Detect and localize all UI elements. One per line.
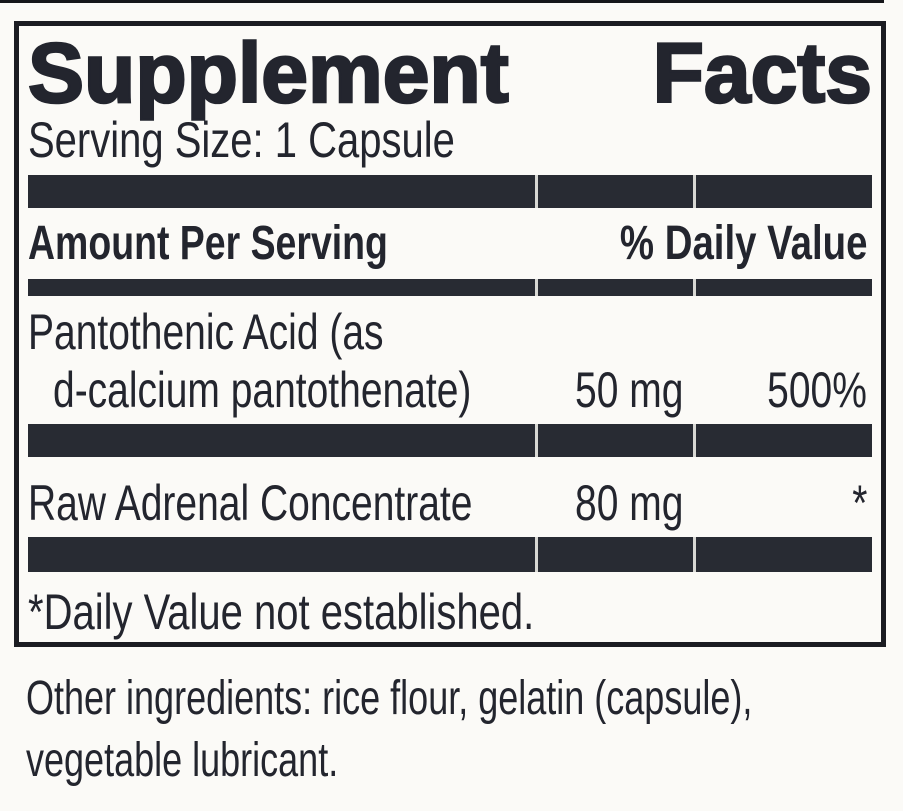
panel-title xyxy=(28,26,872,120)
ingredient-amount: 50 mg xyxy=(575,362,684,418)
header-percent-daily-value: % Daily Value xyxy=(619,217,867,270)
header-amount-per-serving: Amount Per Serving xyxy=(28,217,388,270)
ingredient-row-raw-adrenal-concentrate xyxy=(28,457,872,537)
ingredient-name-line: Raw Adrenal Concentrate xyxy=(28,475,473,531)
divider-bar xyxy=(28,424,872,457)
other-ingredients-line: Other ingredients: rice flour, gelatin (capsule), xyxy=(26,672,753,725)
table-header-row xyxy=(28,208,872,279)
ingredient-name-line: Pantothenic Acid (as xyxy=(28,304,384,360)
scan-edge-strip xyxy=(0,0,884,3)
divider-bar xyxy=(28,175,872,208)
divider-bar xyxy=(28,537,872,572)
supplement-facts-panel xyxy=(14,21,886,647)
other-ingredients-text xyxy=(26,668,903,792)
ingredient-row-pantothenic-acid xyxy=(28,296,872,424)
ingredient-amount: 80 mg xyxy=(575,475,684,531)
ingredient-daily-value: * xyxy=(851,475,867,531)
serving-size-line: Serving Size: 1 Capsule xyxy=(28,112,455,168)
divider-bar xyxy=(28,279,872,296)
daily-value-footnote: *Daily Value not established. xyxy=(28,584,535,640)
ingredient-daily-value: 500% xyxy=(767,362,867,418)
panel-title-word-facts: Facts xyxy=(652,26,872,120)
other-ingredients-line: vegetable lubricant. xyxy=(26,734,339,787)
ingredient-name-line: d-calcium pantothenate) xyxy=(53,362,472,418)
panel-title-word-supplement: Supplement xyxy=(28,26,509,120)
